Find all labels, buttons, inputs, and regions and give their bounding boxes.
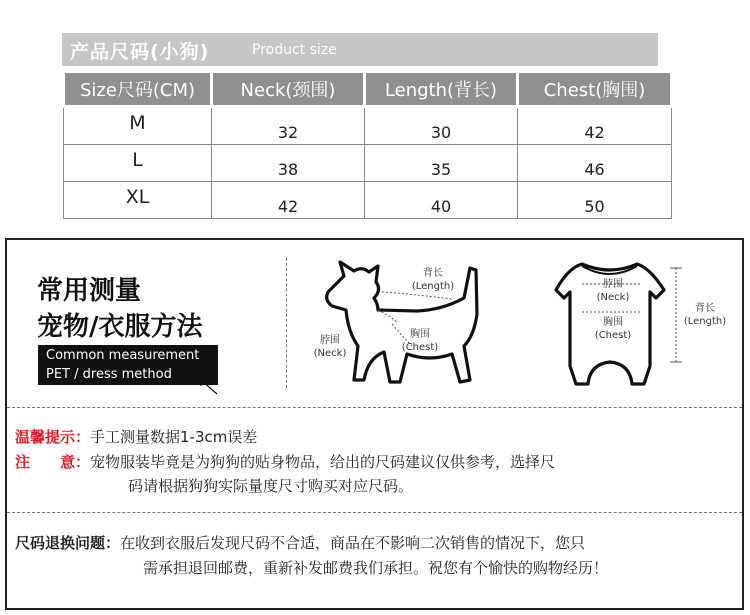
length-cell: 30 — [365, 107, 518, 145]
tip-label: 温馨提示： — [15, 428, 91, 446]
horizontal-divider — [7, 407, 742, 408]
size-table — [62, 70, 673, 219]
dog-length-label — [403, 267, 463, 293]
size-cell: XL — [64, 182, 212, 219]
dog-neck-en: (Neck) — [313, 348, 347, 359]
attention-text-line1: 宠物服装毕竟是为狗狗的贴身物品，给出的尺码建议仅供参考，选择尺 — [90, 453, 556, 471]
measurement-english-label — [38, 345, 218, 385]
table-row — [64, 182, 672, 219]
clothes-chest-cn: 胸围 — [603, 317, 623, 328]
chest-cell: 42 — [518, 107, 672, 145]
chest-cell: 46 — [518, 145, 672, 182]
neck-cell: 38 — [212, 145, 365, 182]
clothes-neck-en: (Neck) — [596, 292, 630, 303]
attention-note — [15, 450, 555, 474]
clothes-length-cn: 背长 — [695, 303, 715, 314]
size-cell: L — [64, 145, 212, 182]
length-cell: 35 — [365, 145, 518, 182]
measurement-en-line1: Common measurement — [46, 348, 200, 363]
size-table-title-bar — [62, 33, 658, 66]
size-table-title: 产品尺码(小狗) — [70, 41, 210, 63]
measurement-en-line2: PET / dress method — [46, 367, 172, 382]
clothes-neck-label — [588, 278, 638, 304]
dog-chest-en: (Chest) — [401, 342, 439, 353]
dog-length-en: (Length) — [411, 281, 455, 292]
dog-neck-label — [305, 334, 355, 360]
header-chest: Chest(胸围) — [518, 72, 672, 107]
clothes-length-en: (Length) — [683, 316, 727, 327]
measurement-title-line1: 常用测量 — [37, 276, 142, 306]
measurement-title-line2: 宠物/衣服方法 — [37, 312, 203, 342]
header-size: Size尺码(CM) — [64, 72, 212, 107]
clothes-length-label — [677, 302, 733, 328]
table-row — [64, 107, 672, 145]
dog-neck-cn: 脖围 — [320, 335, 340, 346]
size-table-subtitle: Product size — [252, 42, 337, 58]
header-neck: Neck(颈围) — [212, 72, 365, 107]
exchange-note — [15, 531, 585, 555]
header-length: Length(背长) — [365, 72, 518, 107]
vertical-divider — [286, 258, 287, 388]
tip-note — [15, 425, 257, 449]
attention-text-line2: 码请根据狗狗实际量度尺寸购买对应尺码。 — [128, 477, 414, 495]
measurement-box — [5, 238, 744, 610]
neck-cell: 42 — [212, 182, 365, 219]
horizontal-divider — [7, 512, 742, 513]
clothes-chest-en: (Chest) — [594, 330, 632, 341]
dog-chest-label — [395, 328, 445, 354]
clothes-neck-cn: 脖围 — [603, 279, 623, 290]
pointer-arrow-icon — [193, 375, 223, 397]
exchange-label: 尺码退换问题： — [15, 534, 121, 552]
dog-length-cn: 背长 — [423, 268, 443, 279]
attention-label: 注 意： — [15, 453, 91, 471]
neck-cell: 32 — [212, 107, 365, 145]
size-table-header-row — [64, 72, 672, 107]
dog-chest-cn: 胸围 — [410, 329, 430, 340]
size-cell: M — [64, 107, 212, 145]
exchange-text-line2: 需承担退回邮费，重新补发邮费我们承担。祝您有个愉快的购物经历！ — [143, 559, 609, 577]
chest-cell: 50 — [518, 182, 672, 219]
exchange-text-line1: 在收到衣服后发现尺码不合适，商品在不影响二次销售的情况下，您只 — [120, 534, 586, 552]
length-cell: 40 — [365, 182, 518, 219]
clothes-chest-label — [588, 316, 638, 342]
measurement-title — [37, 273, 203, 345]
table-row — [64, 145, 672, 182]
tip-text: 手工测量数据1-3cm误差 — [90, 428, 258, 446]
